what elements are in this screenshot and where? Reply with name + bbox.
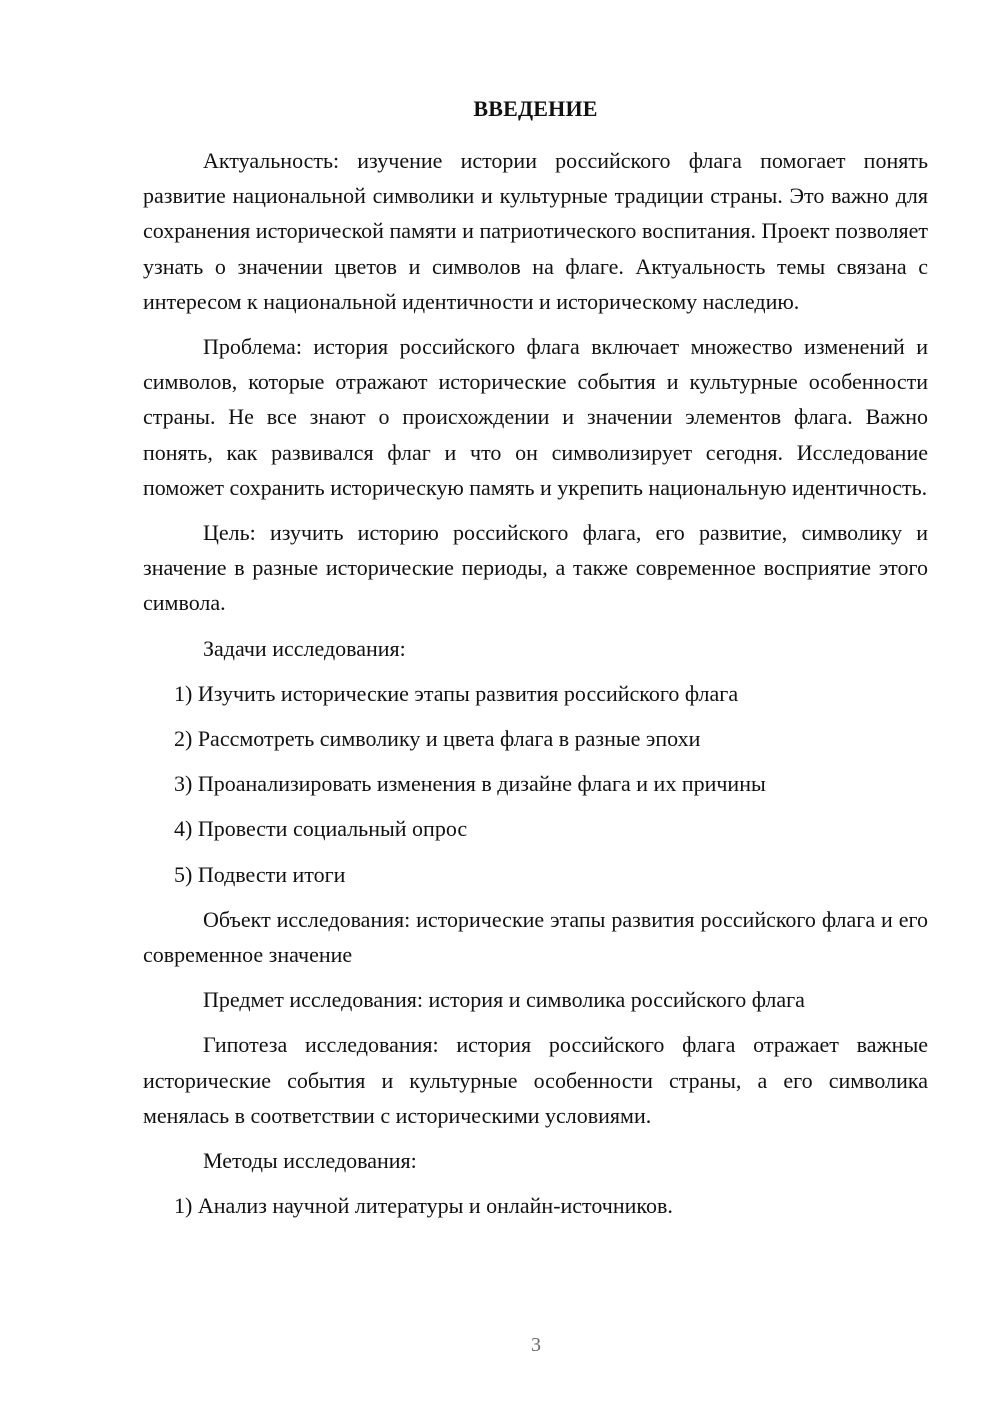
object-paragraph: Объект исследования: исторические этапы развития российского флага и его современное значение	[143, 906, 928, 968]
task-item-4: 4) Провести социальный опрос	[174, 816, 468, 842]
hypothesis-paragraph: Гипотеза исследования: история российского флага отражает важные исторические события и культурные особенности страны, а его символика менялась в соответствии с историческими условиями.	[143, 1032, 928, 1128]
task-item-1: 1) Изучить исторические этапы развития российского флага	[174, 680, 739, 706]
page-number: 3	[531, 1334, 541, 1356]
task-item-2: 2) Рассмотреть символику и цвета флага в разные эпохи	[174, 726, 701, 752]
goal-paragraph: Цель: изучить историю российского флага, его развитие, символику и значение в разные исторические периоды, а также современное восприятие этого символа.	[143, 520, 928, 616]
tasks-heading: Задачи исследования:	[203, 635, 406, 661]
task-item-5: 5) Подвести итоги	[174, 861, 346, 887]
relevance-paragraph: Актуальность: изучение истории российского флага помогает понять развитие национальной символики и культурные традиции страны. Это важно для сохранения исторической памяти и патриотического воспитания. Проект позволяет узнать о значении цветов и символов на флаге. Актуальность темы связана с интересом к национальной идентичности и историческому наследию.	[143, 148, 928, 314]
task-item-3: 3) Проанализировать изменения в дизайне флага и их причины	[174, 771, 766, 797]
document-page	[143, 92, 928, 1233]
problem-paragraph: Проблема: история российского флага включает множество изменений и символов, которые отражают исторические события и культурные особенности страны. Не все знают о происхождении и значении элементов флага. Важно понять, как развивался флаг и что он символизирует сегодня. Исследование поможет сохранить историческую память и укрепить национальную идентичность.	[143, 334, 928, 500]
section-title: ВВЕДЕНИЕ	[473, 96, 598, 121]
tasks-list	[143, 676, 928, 892]
subject-paragraph: Предмет исследования: история и символика российского флага	[203, 987, 805, 1013]
methods-list	[143, 1188, 928, 1223]
methods-heading: Методы исследования:	[203, 1148, 417, 1174]
method-item-1: 1) Анализ научной литературы и онлайн-источников.	[174, 1193, 673, 1219]
